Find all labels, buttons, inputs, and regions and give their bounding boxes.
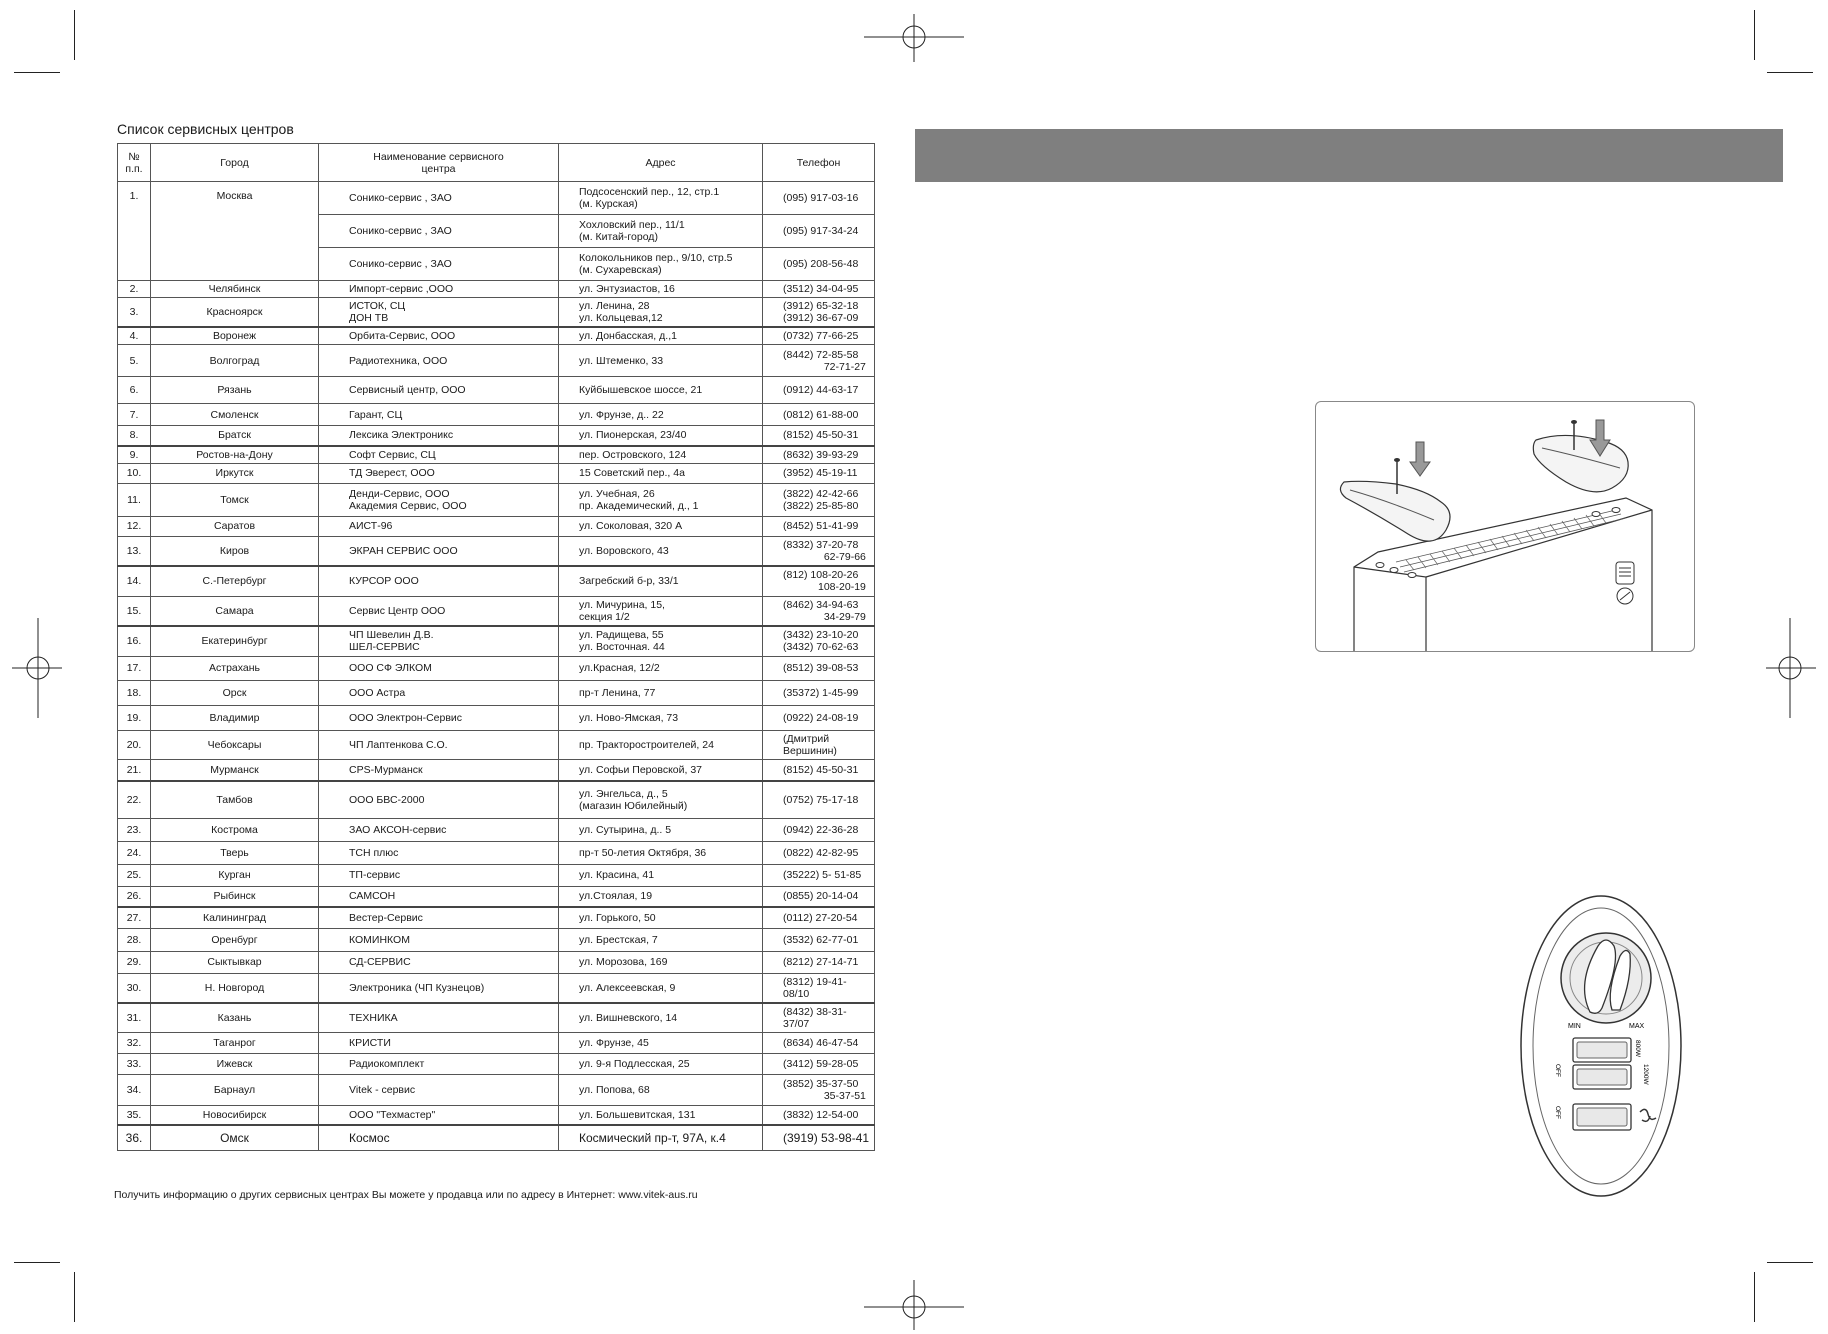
power-label-1200w: 1200W xyxy=(1642,1064,1649,1085)
row-num: 15. xyxy=(118,596,151,626)
table-row xyxy=(118,426,875,446)
row-phone: (3832) 12-54-00 xyxy=(763,1105,875,1125)
row-address: 15 Советский пер., 4а xyxy=(559,463,763,483)
row-city: Чебоксары xyxy=(151,730,319,759)
table-row xyxy=(118,1032,875,1053)
heater-feet-illustration xyxy=(1316,402,1694,651)
row-phone: (3532) 62-77-01 xyxy=(763,928,875,951)
row-phone: (8332) 37-20-78 62-79-66 xyxy=(763,536,875,566)
table-row xyxy=(118,516,875,536)
table-row xyxy=(118,656,875,680)
row-name: ООО "Техмастер" xyxy=(319,1105,559,1125)
row-name: САМСОН xyxy=(319,886,559,907)
row-city: Калининград xyxy=(151,907,319,928)
row-city: Кострома xyxy=(151,818,319,841)
crop-mark xyxy=(1767,72,1813,73)
header-num: № п.п. xyxy=(118,144,151,182)
row-address: ул. Энтузиастов, 16 xyxy=(559,281,763,298)
row-address: пр-т 50-летия Октября, 36 xyxy=(559,841,763,864)
row-address: ул. Воровского, 43 xyxy=(559,536,763,566)
row-phone: (8512) 39-08-53 xyxy=(763,656,875,680)
row-phone: (Дмитрий Вершинин) xyxy=(763,730,875,759)
row-num: 7. xyxy=(118,404,151,426)
row-name: ТП-сервис xyxy=(319,864,559,886)
row-city: Киров xyxy=(151,536,319,566)
row-phone: (3822) 42-42-66 (3822) 25-85-80 xyxy=(763,483,875,516)
row-phone: (8452) 51-41-99 xyxy=(763,516,875,536)
row-name: ТЕХНИКА xyxy=(319,1003,559,1033)
row-name: ООО Астра xyxy=(319,680,559,705)
row-name: Гарант, СЦ xyxy=(319,404,559,426)
table-row xyxy=(118,404,875,426)
off-label-2: OFF xyxy=(1554,1106,1561,1119)
row-name: ЗАО АКСОН-сервис xyxy=(319,818,559,841)
registration-mark-bottom xyxy=(864,1280,964,1330)
row-city: Владимир xyxy=(151,705,319,730)
row-address: ул.Красная, 12/2 xyxy=(559,656,763,680)
row-phone: (35372) 1-45-99 xyxy=(763,680,875,705)
row-num: 36. xyxy=(118,1125,151,1150)
table-row xyxy=(118,781,875,818)
max-label: MAX xyxy=(1629,1023,1645,1030)
crop-mark xyxy=(14,72,60,73)
row-name: КУРСОР ООО xyxy=(319,566,559,596)
row-name: Сонико-сервис , ЗАО xyxy=(319,215,559,248)
row-address: ул. Морозова, 169 xyxy=(559,951,763,973)
row-address: ул. Горького, 50 xyxy=(559,907,763,928)
off-label-1: OFF xyxy=(1554,1064,1561,1077)
row-city: Томск xyxy=(151,483,319,516)
row-phone: (0855) 20-14-04 xyxy=(763,886,875,907)
control-panel-illustration xyxy=(1516,892,1686,1200)
row-num: 23. xyxy=(118,818,151,841)
row-city: Волгоград xyxy=(151,345,319,377)
row-address: Куйбышевское шоссе, 21 xyxy=(559,377,763,404)
footer-note: Получить информацию о других сервисных центрах Вы можете у продавца или по адресу в Интернет: www.vitek-aus.ru xyxy=(114,1189,698,1201)
row-city: Красноярск xyxy=(151,298,319,328)
row-name: ТСН плюс xyxy=(319,841,559,864)
table-row xyxy=(118,626,875,656)
service-centers-table xyxy=(117,143,875,1151)
row-name: Vitek - сервис xyxy=(319,1074,559,1105)
row-city: Рыбинск xyxy=(151,886,319,907)
row-city: Тверь xyxy=(151,841,319,864)
row-city: Сыктывкар xyxy=(151,951,319,973)
row-city: Самара xyxy=(151,596,319,626)
row-phone: (8312) 19-41-08/10 xyxy=(763,973,875,1003)
row-num: 22. xyxy=(118,781,151,818)
row-num: 26. xyxy=(118,886,151,907)
row-city: Барнаул xyxy=(151,1074,319,1105)
row-phone: (0812) 61-88-00 xyxy=(763,404,875,426)
registration-mark-right xyxy=(1766,618,1816,718)
row-city: Екатеринбург xyxy=(151,626,319,656)
row-num: 9. xyxy=(118,446,151,464)
row-num: 18. xyxy=(118,680,151,705)
table-row xyxy=(118,841,875,864)
table-row xyxy=(118,566,875,596)
row-address: Хохловский пер., 11/1 (м. Китай-город) xyxy=(559,215,763,248)
row-phone: (0732) 77-66-25 xyxy=(763,327,875,345)
crop-mark xyxy=(74,10,75,60)
row-city: Ижевск xyxy=(151,1053,319,1074)
header-phone: Телефон xyxy=(763,144,875,182)
row-num: 35. xyxy=(118,1105,151,1125)
row-city: С.-Петербург xyxy=(151,566,319,596)
row-name: ЧП Лаптенкова С.О. xyxy=(319,730,559,759)
row-city: Рязань xyxy=(151,377,319,404)
row-address: Космический пр-т, 97А, к.4 xyxy=(559,1125,763,1150)
row-name: АИСТ-96 xyxy=(319,516,559,536)
row-name: Радиотехника, ООО xyxy=(319,345,559,377)
row-num: 4. xyxy=(118,327,151,345)
registration-mark-top xyxy=(864,14,964,62)
table-body xyxy=(118,182,875,1151)
table-row xyxy=(118,928,875,951)
row-address: ул. Мичурина, 15, секция 1/2 xyxy=(559,596,763,626)
registration-mark-left xyxy=(12,618,62,718)
table-row xyxy=(118,345,875,377)
row-address: ул. Соколовая, 320 А xyxy=(559,516,763,536)
row-name: Вестер-Сервис xyxy=(319,907,559,928)
row-phone: (8212) 27-14-71 xyxy=(763,951,875,973)
crop-mark xyxy=(1754,10,1755,60)
table-row xyxy=(118,281,875,298)
row-address: ул. Энгельса, д., 5 (магазин Юбилейный) xyxy=(559,781,763,818)
row-address: ул. Штеменко, 33 xyxy=(559,345,763,377)
row-num: 31. xyxy=(118,1003,151,1033)
row-city: Н. Новгород xyxy=(151,973,319,1003)
row-name: ТД Эверест, ООО xyxy=(319,463,559,483)
row-name: ООО Электрон-Сервис xyxy=(319,705,559,730)
table-row xyxy=(118,1105,875,1125)
row-num: 5. xyxy=(118,345,151,377)
row-phone: (0922) 24-08-19 xyxy=(763,705,875,730)
table-row xyxy=(118,463,875,483)
row-city: Тамбов xyxy=(151,781,319,818)
row-phone: (3432) 23-10-20 (3432) 70-62-63 xyxy=(763,626,875,656)
row-phone: (8462) 34-94-63 34-29-79 xyxy=(763,596,875,626)
row-city: Воронеж xyxy=(151,327,319,345)
row-city: Мурманск xyxy=(151,759,319,781)
table-row xyxy=(118,864,875,886)
row-num: 29. xyxy=(118,951,151,973)
row-phone: (3912) 65-32-18 (3912) 36-67-09 xyxy=(763,298,875,328)
table-row xyxy=(118,182,875,215)
table-row xyxy=(118,730,875,759)
row-num: 28. xyxy=(118,928,151,951)
header-city: Город xyxy=(151,144,319,182)
row-num: 20. xyxy=(118,730,151,759)
header-name: Наименование сервисного центра xyxy=(319,144,559,182)
row-phone: (095) 917-34-24 xyxy=(763,215,875,248)
row-name: CPS-Мурманск xyxy=(319,759,559,781)
row-num: 2. xyxy=(118,281,151,298)
row-num: 8. xyxy=(118,426,151,446)
row-num: 30. xyxy=(118,973,151,1003)
row-name: КОМИНКОМ xyxy=(319,928,559,951)
row-name: ООО БВС-2000 xyxy=(319,781,559,818)
row-num: 6. xyxy=(118,377,151,404)
table-row xyxy=(118,1125,875,1150)
power-label-800w: 800W xyxy=(1634,1040,1641,1057)
row-city: Орск xyxy=(151,680,319,705)
row-city: Саратов xyxy=(151,516,319,536)
row-num: 13. xyxy=(118,536,151,566)
page-title: Список сервисных центров xyxy=(117,121,294,137)
row-phone: (0912) 44-63-17 xyxy=(763,377,875,404)
row-num: 10. xyxy=(118,463,151,483)
row-phone: (0112) 27-20-54 xyxy=(763,907,875,928)
row-num: 24. xyxy=(118,841,151,864)
row-phone: (35222) 5- 51-85 xyxy=(763,864,875,886)
row-phone: (8442) 72-85-58 72-71-27 xyxy=(763,345,875,377)
row-name: ООО СФ ЭЛКОМ xyxy=(319,656,559,680)
table-row xyxy=(118,907,875,928)
row-phone: (8432) 38-31-37/07 xyxy=(763,1003,875,1033)
table-row xyxy=(118,818,875,841)
row-num: 16. xyxy=(118,626,151,656)
row-address: пр. Тракторостроителей, 24 xyxy=(559,730,763,759)
row-address: Загребский б-р, 33/1 xyxy=(559,566,763,596)
row-phone: (3512) 34-04-95 xyxy=(763,281,875,298)
table-row xyxy=(118,483,875,516)
row-city: Братск xyxy=(151,426,319,446)
row-address: ул. Пионерская, 23/40 xyxy=(559,426,763,446)
row-name: ИСТОК, СЦ ДОН ТВ xyxy=(319,298,559,328)
row-phone: (095) 208-56-48 xyxy=(763,248,875,281)
row-name: Лексика Электроникс xyxy=(319,426,559,446)
row-phone: (0752) 75-17-18 xyxy=(763,781,875,818)
row-address: ул.Стоялая, 19 xyxy=(559,886,763,907)
crop-mark xyxy=(74,1272,75,1322)
row-city: Ростов-на-Дону xyxy=(151,446,319,464)
table-row xyxy=(118,327,875,345)
crop-mark xyxy=(1767,1262,1813,1263)
row-name: Сервис Центр ООО xyxy=(319,596,559,626)
row-city: Таганрог xyxy=(151,1032,319,1053)
row-city: Казань xyxy=(151,1003,319,1033)
table-row xyxy=(118,886,875,907)
row-name: ЭКРАН СЕРВИС ООО xyxy=(319,536,559,566)
row-num: 25. xyxy=(118,864,151,886)
row-address: ул. Фрунзе, 45 xyxy=(559,1032,763,1053)
row-phone: (812) 108-20-26 108-20-19 xyxy=(763,566,875,596)
row-name: Софт Сервис, СЦ xyxy=(319,446,559,464)
row-address: ул. Попова, 68 xyxy=(559,1074,763,1105)
row-address: Подсосенский пер., 12, стр.1 (м. Курская) xyxy=(559,182,763,215)
row-name: Денди-Сервис, ООО Академия Сервис, ООО xyxy=(319,483,559,516)
row-city: Смоленск xyxy=(151,404,319,426)
table-row xyxy=(118,596,875,626)
row-num: 14. xyxy=(118,566,151,596)
row-address: ул. Вишневского, 14 xyxy=(559,1003,763,1033)
row-phone: (8152) 45-50-31 xyxy=(763,426,875,446)
row-num: 27. xyxy=(118,907,151,928)
row-city: Курган xyxy=(151,864,319,886)
row-phone: (3919) 53-98-41 xyxy=(763,1125,875,1150)
row-city: Омск xyxy=(151,1125,319,1150)
row-phone: (095) 917-03-16 xyxy=(763,182,875,215)
table-row xyxy=(118,1053,875,1074)
table-row xyxy=(118,680,875,705)
table-header-row xyxy=(118,144,875,182)
row-phone: (8152) 45-50-31 xyxy=(763,759,875,781)
row-phone: (3852) 35-37-50 35-37-51 xyxy=(763,1074,875,1105)
row-num: 12. xyxy=(118,516,151,536)
row-address: ул. Фрунзе, д.. 22 xyxy=(559,404,763,426)
row-phone: (8634) 46-47-54 xyxy=(763,1032,875,1053)
row-num: 34. xyxy=(118,1074,151,1105)
row-address: пр-т Ленина, 77 xyxy=(559,680,763,705)
table-row xyxy=(118,1003,875,1033)
row-city: Иркутск xyxy=(151,463,319,483)
crop-mark xyxy=(1754,1272,1755,1322)
header-address: Адрес xyxy=(559,144,763,182)
row-name: Электроника (ЧП Кузнецов) xyxy=(319,973,559,1003)
row-name: СД-СЕРВИС xyxy=(319,951,559,973)
row-address: ул. Софьи Перовской, 37 xyxy=(559,759,763,781)
row-name: Орбита-Сервис, ООО xyxy=(319,327,559,345)
row-address: ул. Алексеевская, 9 xyxy=(559,973,763,1003)
row-num: 1. xyxy=(118,182,151,281)
row-num: 32. xyxy=(118,1032,151,1053)
row-address: ул. Большевитская, 131 xyxy=(559,1105,763,1125)
row-phone: (3412) 59-28-05 xyxy=(763,1053,875,1074)
row-city: Новосибирск xyxy=(151,1105,319,1125)
row-name: Импорт-сервис ,ООО xyxy=(319,281,559,298)
row-address: ул. Донбасская, д.,1 xyxy=(559,327,763,345)
row-city: Москва xyxy=(151,182,319,281)
table-row xyxy=(118,973,875,1003)
row-num: 11. xyxy=(118,483,151,516)
table-row xyxy=(118,446,875,464)
row-address: ул. Радищева, 55 ул. Восточная. 44 xyxy=(559,626,763,656)
row-phone: (0942) 22-36-28 xyxy=(763,818,875,841)
row-address: ул. Учебная, 26 пр. Академический, д., 1 xyxy=(559,483,763,516)
row-city: Оренбург xyxy=(151,928,319,951)
table-row xyxy=(118,705,875,730)
row-num: 19. xyxy=(118,705,151,730)
table-row xyxy=(118,536,875,566)
row-address: Колокольников пер., 9/10, стр.5 (м. Сухаревская) xyxy=(559,248,763,281)
row-num: 3. xyxy=(118,298,151,328)
row-city: Челябинск xyxy=(151,281,319,298)
table-row xyxy=(118,377,875,404)
row-phone: (8632) 39-93-29 xyxy=(763,446,875,464)
row-address: ул. Ново-Ямская, 73 xyxy=(559,705,763,730)
row-num: 33. xyxy=(118,1053,151,1074)
table-row xyxy=(118,1074,875,1105)
row-city: Астрахань xyxy=(151,656,319,680)
row-name: Космос xyxy=(319,1125,559,1150)
row-name: Сервисный центр, ООО xyxy=(319,377,559,404)
table-row xyxy=(118,298,875,328)
crop-mark xyxy=(14,1262,60,1263)
row-address: ул. Брестская, 7 xyxy=(559,928,763,951)
min-label: MIN xyxy=(1568,1023,1581,1030)
row-address: ул. Ленина, 28 ул. Кольцевая,12 xyxy=(559,298,763,328)
row-address: ул. Сутырина, д.. 5 xyxy=(559,818,763,841)
row-name: ЧП Шевелин Д.В. ШЕЛ-СЕРВИС xyxy=(319,626,559,656)
row-name: Радиокомплект xyxy=(319,1053,559,1074)
row-name: Сонико-сервис , ЗАО xyxy=(319,248,559,281)
table-row xyxy=(118,951,875,973)
row-address: ул. 9-я Подлесская, 25 xyxy=(559,1053,763,1074)
figure-feet-mounting xyxy=(1315,401,1695,652)
header-bar xyxy=(915,129,1783,182)
row-num: 17. xyxy=(118,656,151,680)
row-num: 21. xyxy=(118,759,151,781)
row-name: КРИСТИ xyxy=(319,1032,559,1053)
table-row xyxy=(118,759,875,781)
row-phone: (0822) 42-82-95 xyxy=(763,841,875,864)
row-name: Сонико-сервис , ЗАО xyxy=(319,182,559,215)
row-address: пер. Островского, 124 xyxy=(559,446,763,464)
row-phone: (3952) 45-19-11 xyxy=(763,463,875,483)
row-address: ул. Красина, 41 xyxy=(559,864,763,886)
